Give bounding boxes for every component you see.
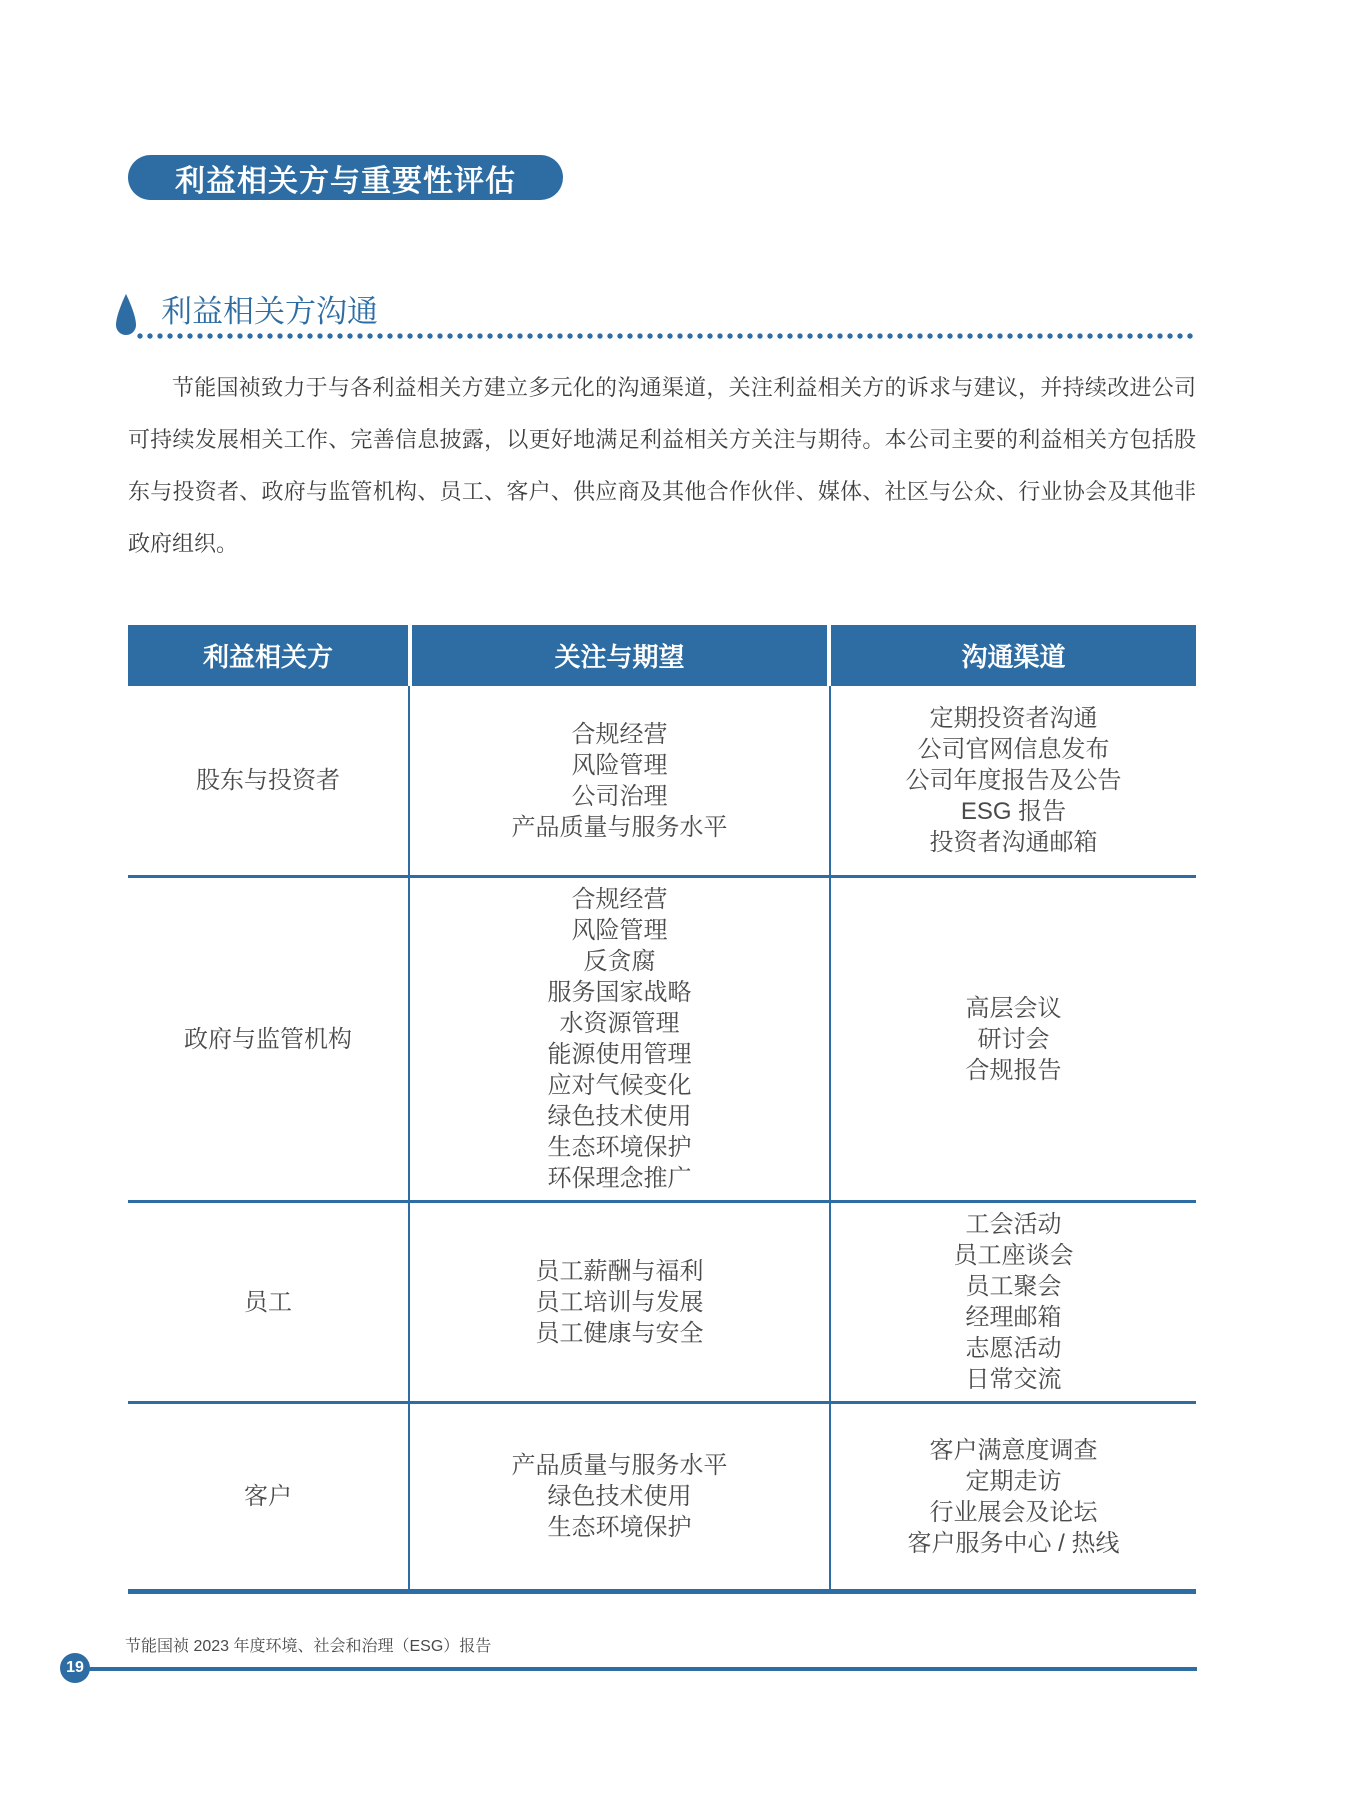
stakeholder-table: [128, 625, 1196, 1594]
table-header-row: [128, 625, 1196, 686]
cell-line: ESG 报告: [960, 798, 1067, 825]
cell-line: 绿色技术使用: [547, 1103, 692, 1130]
cell-line: 风险管理: [571, 917, 668, 944]
cell-line: 能源使用管理: [547, 1041, 692, 1068]
cell-line: 定期投资者沟通: [929, 705, 1098, 732]
concerns-cell: [408, 686, 831, 875]
concerns-cell: [408, 878, 831, 1200]
cell-line: 研讨会: [977, 1025, 1050, 1053]
table-row: [128, 686, 1196, 875]
cell-line: 生态环境保护: [547, 1514, 692, 1541]
page-content: [128, 0, 1196, 1594]
channels-cell: [831, 878, 1196, 1200]
cell-line: 绿色技术使用: [547, 1483, 692, 1510]
stakeholder-cell: [128, 686, 408, 875]
table-header-stakeholder: 利益相关方: [128, 625, 408, 686]
cell-line: 投资者沟通邮箱: [929, 829, 1098, 856]
cell-line: 员工聚会: [965, 1273, 1062, 1300]
cell-line: 合规报告: [965, 1056, 1062, 1084]
dotted-divider: [135, 332, 1196, 340]
cell-line: 经理邮箱: [965, 1304, 1062, 1331]
concerns-cell: [408, 1203, 831, 1401]
cell-line: 环保理念推广: [547, 1165, 692, 1192]
cell-line: 定期走访: [965, 1467, 1062, 1495]
section-title: 利益相关方沟通: [161, 294, 378, 329]
cell-line: 工会活动: [965, 1211, 1062, 1238]
table-header-channels: 沟通渠道: [831, 625, 1196, 686]
cell-line: 员工培训与发展: [535, 1288, 704, 1316]
water-drop-icon: [113, 294, 139, 338]
stakeholder-cell: [128, 1203, 408, 1401]
cell-line: 产品质量与服务水平: [511, 1452, 728, 1479]
intro-paragraph: 节能国祯致力于与各利益相关方建立多元化的沟通渠道，关注利益相关方的诉求与建议，并持续改进公司可持续发展相关工作、完善信息披露，以更好地满足利益相关方关注与期待。本公司主要的利益相关方包括股东与投资者、政府与监管机构、员工、客户、供应商及其他合作伙伴、媒体、社区与公众、行业协会及其他非政府组织。: [128, 375, 1196, 556]
cell-line: 公司年度报告及公告: [905, 767, 1122, 794]
table-header-concerns: 关注与期望: [408, 625, 831, 686]
table-row: [128, 875, 1196, 1200]
cell-line: 行业展会及论坛: [929, 1498, 1098, 1526]
cell-line: 员工薪酬与福利: [535, 1257, 704, 1285]
cell-line: 员工: [244, 1288, 292, 1316]
stakeholder-cell: [128, 878, 408, 1200]
cell-line: 合规经营: [571, 720, 668, 748]
cell-line: 客户满意度调查: [929, 1436, 1098, 1464]
cell-line: 公司治理: [571, 782, 668, 810]
cell-line: 水资源管理: [559, 1010, 680, 1037]
cell-line: 客户服务中心 / 热线: [907, 1529, 1120, 1557]
cell-line: 服务国家战略: [547, 979, 692, 1006]
table-row: [128, 1401, 1196, 1589]
section-heading: [128, 292, 1196, 332]
table-body: [128, 686, 1196, 1589]
concerns-cell: [408, 1404, 831, 1589]
chapter-banner: [128, 155, 563, 200]
cell-line: 风险管理: [571, 751, 668, 779]
table-row: [128, 1200, 1196, 1401]
cell-line: 应对气候变化: [547, 1072, 692, 1099]
channels-cell: [831, 1404, 1196, 1589]
cell-line: 志愿活动: [965, 1335, 1062, 1362]
cell-line: 合规经营: [571, 886, 668, 913]
cell-line: 反贪腐: [583, 948, 656, 975]
cell-line: 公司官网信息发布: [917, 736, 1110, 763]
channels-cell: [831, 686, 1196, 875]
footer-rule: [75, 1667, 1197, 1671]
page-number-badge: 19: [60, 1653, 90, 1683]
cell-line: 生态环境保护: [547, 1134, 692, 1161]
cell-line: 股东与投资者: [196, 767, 340, 794]
stakeholder-cell: [128, 1404, 408, 1589]
chapter-banner-title: 利益相关方与重要性评估: [175, 164, 516, 198]
cell-line: 员工健康与安全: [535, 1319, 704, 1347]
cell-line: 高层会议: [965, 994, 1062, 1022]
cell-line: 日常交流: [965, 1366, 1062, 1393]
cell-line: 产品质量与服务水平: [511, 813, 728, 841]
cell-line: 员工座谈会: [953, 1242, 1074, 1269]
cell-line: 客户: [244, 1483, 292, 1510]
footer-report-title: 节能国祯 2023 年度环境、社会和治理（ESG）报告: [125, 1638, 492, 1655]
cell-line: 政府与监管机构: [184, 1025, 352, 1053]
channels-cell: [831, 1203, 1196, 1401]
